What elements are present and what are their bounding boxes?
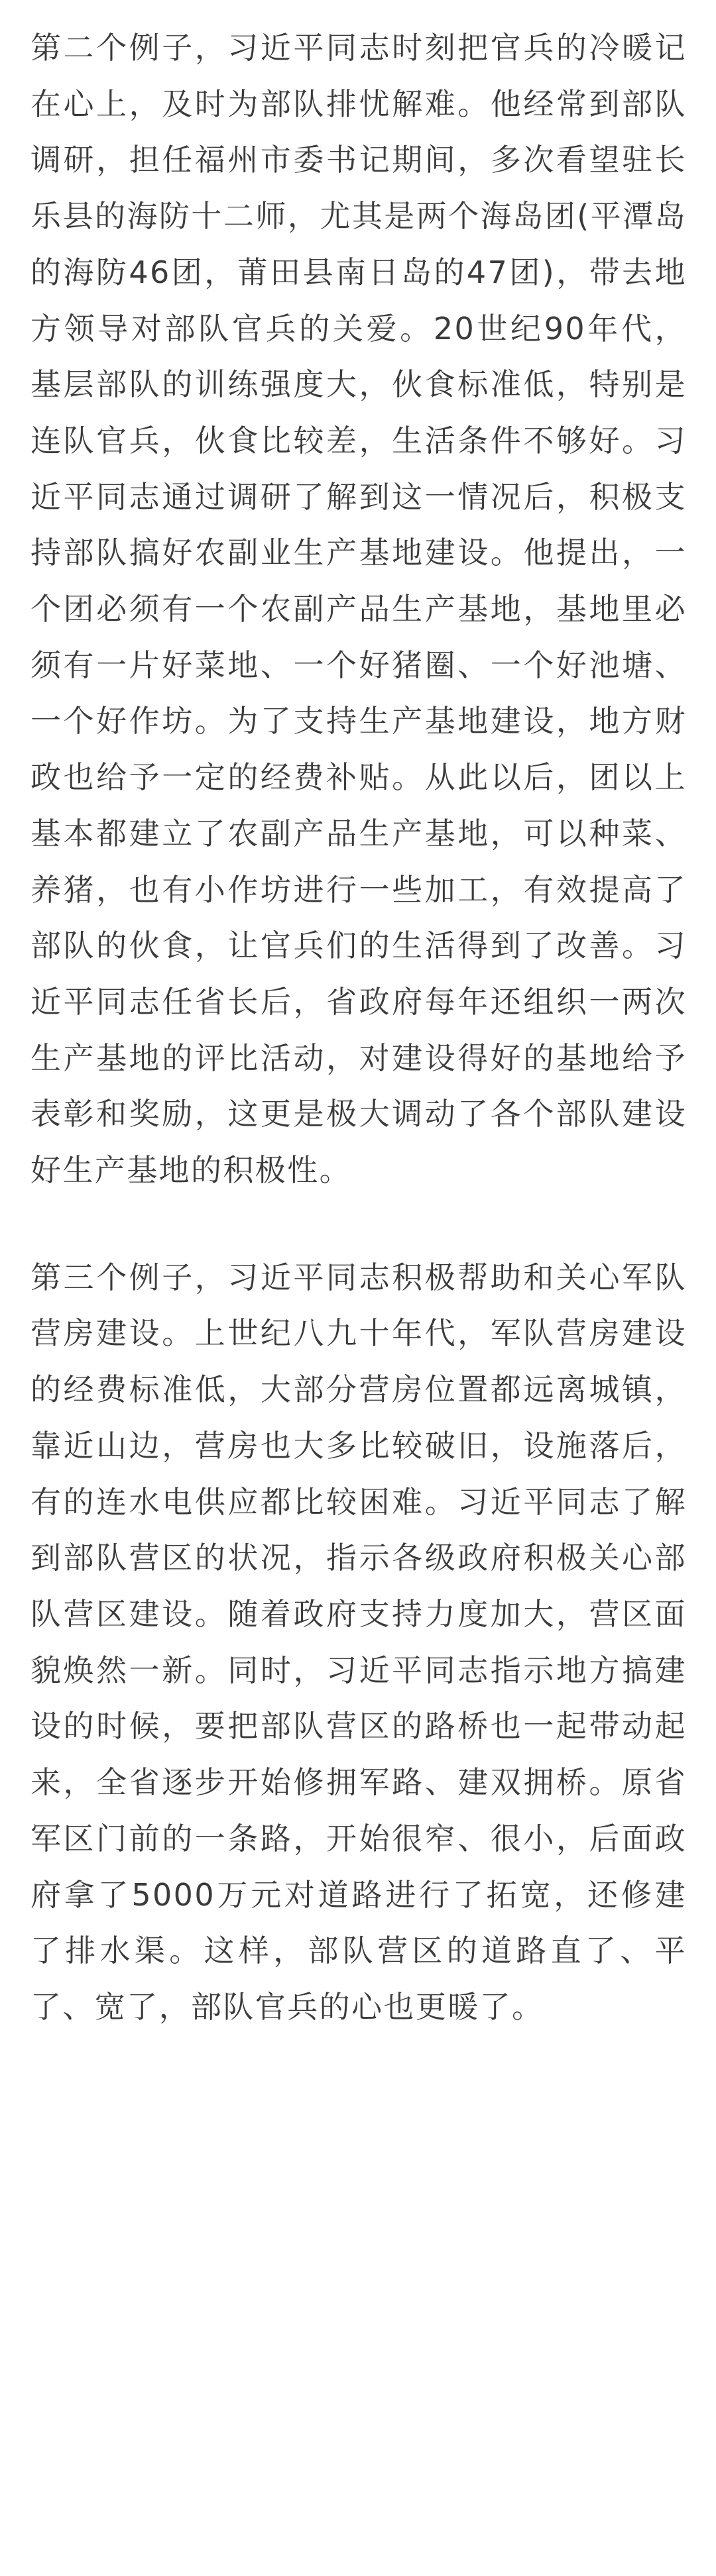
article-body	[30, 20, 687, 2035]
paragraph-second-example: 第二个例子，习近平同志时刻把官兵的冷暖记在心上，及时为部队排忧解难。他经常到部队调研，担任福州市委书记期间，多次看望驻长乐县的海防十二师，尤其是两个海岛团(平潭岛的海防46团，莆田县南日岛的47团)，带去地方领导对部队官兵的关爱。20世纪90年代，基层部队的训练强度大，伙食标准低，特别是连队官兵，伙食比较差，生活条件不够好。习近平同志通过调研了解到这一情况后，积极支持部队搞好农副业生产基地建设。他提出，一个团必须有一个农副产品生产基地，基地里必须有一片好菜地、一个好猪圈、一个好池塘、一个好作坊。为了支持生产基地建设，地方财政也给予一定的经费补贴。从此以后，团以上基本都建立了农副产品生产基地，可以种菜、养猪，也有小作坊进行一些加工，有效提高了部队的伙食，让官兵们的生活得到了改善。习近平同志任省长后，省政府每年还组织一两次生产基地的评比活动，对建设得好的基地给予表彰和奖励，这更是极大调动了各个部队建设好生产基地的积极性。	[30, 30, 687, 1189]
paragraph-third-example: 第三个例子，习近平同志积极帮助和关心军队营房建设。上世纪八九十年代，军队营房建设的经费标准低，大部分营房位置都远离城镇，靠近山边，营房也大多比较破旧，设施落后，有的连水电供应都比较困难。习近平同志了解到部队营区的状况，指示各级政府积极关心部队营区建设。随着政府支持力度加大，营区面貌焕然一新。同时，习近平同志指示地方搞建设的时候，要把部队营区的路桥也一起带动起来，全省逐步开始修拥军路、建双拥桥。原省军区门前的一条路，开始很窄、很小，后面政府拿了5000万元对道路进行了拓宽，还修建了排水渠。这样，部队营区的道路直了、平了、宽了，部队官兵的心也更暖了。	[30, 1259, 687, 2025]
